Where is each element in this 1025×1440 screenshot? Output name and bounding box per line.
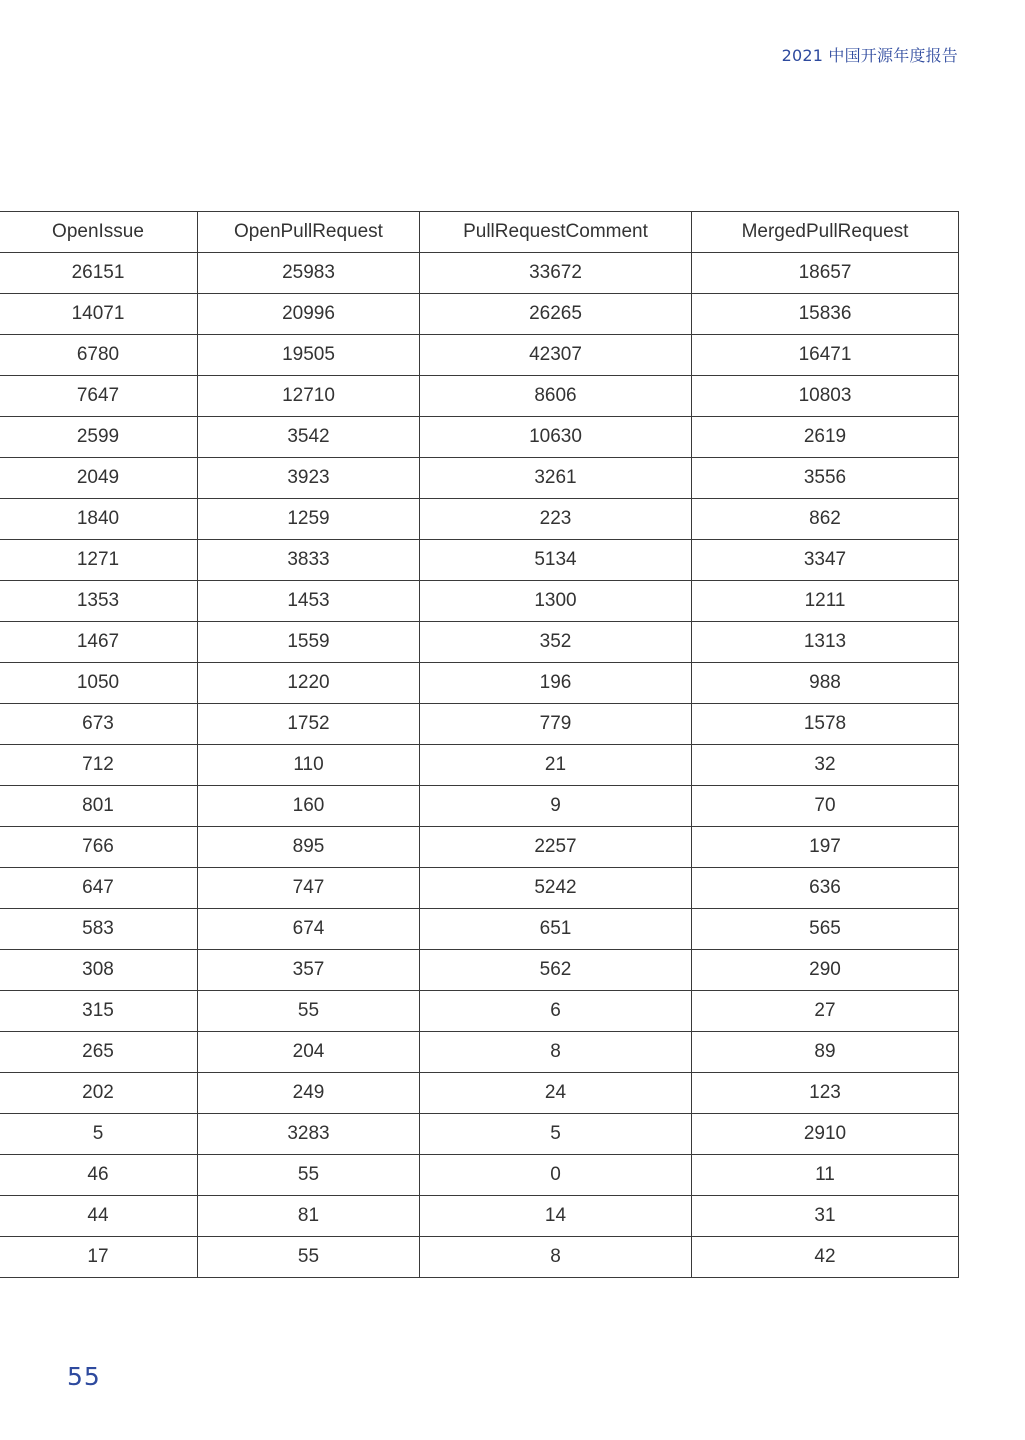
table-cell: 81 [198, 1196, 420, 1237]
table-cell: 25983 [198, 253, 420, 294]
table-cell: 651 [420, 909, 692, 950]
table-body [0, 253, 959, 1278]
table-cell: 24 [420, 1073, 692, 1114]
table-cell: 160 [198, 786, 420, 827]
table-cell: 1559 [198, 622, 420, 663]
table-cell: 562 [420, 950, 692, 991]
column-header-pull-request-comment: PullRequestComment [420, 212, 692, 253]
table-row [0, 745, 959, 786]
table-cell: 1211 [692, 581, 959, 622]
table-cell: 204 [198, 1032, 420, 1073]
table-row [0, 581, 959, 622]
column-header-merged-pull-request: MergedPullRequest [692, 212, 959, 253]
table-cell: 352 [420, 622, 692, 663]
table-cell: 3347 [692, 540, 959, 581]
table-row [0, 1155, 959, 1196]
table-cell: 766 [0, 827, 198, 868]
table-row [0, 991, 959, 1032]
table-cell: 55 [198, 1155, 420, 1196]
table-cell: 123 [692, 1073, 959, 1114]
table-cell: 17 [0, 1237, 198, 1278]
table-cell: 1578 [692, 704, 959, 745]
table-cell: 2049 [0, 458, 198, 499]
table-cell: 6780 [0, 335, 198, 376]
table-cell: 636 [692, 868, 959, 909]
table-cell: 2910 [692, 1114, 959, 1155]
table-cell: 55 [198, 991, 420, 1032]
table-cell: 647 [0, 868, 198, 909]
table-row [0, 827, 959, 868]
table-cell: 249 [198, 1073, 420, 1114]
table-cell: 33672 [420, 253, 692, 294]
table-cell: 8606 [420, 376, 692, 417]
table-cell: 15836 [692, 294, 959, 335]
table-cell: 3556 [692, 458, 959, 499]
table-cell: 315 [0, 991, 198, 1032]
table-row [0, 253, 959, 294]
table-cell: 202 [0, 1073, 198, 1114]
table-cell: 32 [692, 745, 959, 786]
metrics-table [0, 211, 959, 1278]
table-cell: 5 [420, 1114, 692, 1155]
table-cell: 27 [692, 991, 959, 1032]
table-row [0, 335, 959, 376]
table-cell: 1467 [0, 622, 198, 663]
table-cell: 2599 [0, 417, 198, 458]
table-cell: 2257 [420, 827, 692, 868]
table-cell: 1453 [198, 581, 420, 622]
table-row [0, 540, 959, 581]
table-cell: 988 [692, 663, 959, 704]
table-cell: 55 [198, 1237, 420, 1278]
table-row [0, 1237, 959, 1278]
table-cell: 3283 [198, 1114, 420, 1155]
table-cell: 12710 [198, 376, 420, 417]
table-row [0, 1196, 959, 1237]
table-cell: 1259 [198, 499, 420, 540]
table-row [0, 499, 959, 540]
table-row [0, 786, 959, 827]
table-cell: 1353 [0, 581, 198, 622]
table-cell: 747 [198, 868, 420, 909]
table-cell: 2619 [692, 417, 959, 458]
table-cell: 110 [198, 745, 420, 786]
table-row [0, 294, 959, 335]
table-cell: 1752 [198, 704, 420, 745]
table-cell: 1300 [420, 581, 692, 622]
table-row [0, 458, 959, 499]
table-cell: 3261 [420, 458, 692, 499]
table-cell: 223 [420, 499, 692, 540]
table-cell: 583 [0, 909, 198, 950]
table-cell: 565 [692, 909, 959, 950]
table-row [0, 950, 959, 991]
table-row [0, 704, 959, 745]
page-number: 55 [67, 1362, 101, 1391]
table-cell: 197 [692, 827, 959, 868]
table-cell: 290 [692, 950, 959, 991]
table-cell: 89 [692, 1032, 959, 1073]
table-cell: 16471 [692, 335, 959, 376]
table-cell: 5 [0, 1114, 198, 1155]
table-cell: 779 [420, 704, 692, 745]
table-cell: 1050 [0, 663, 198, 704]
table-row [0, 622, 959, 663]
table-cell: 19505 [198, 335, 420, 376]
table-cell: 712 [0, 745, 198, 786]
table-cell: 674 [198, 909, 420, 950]
table-cell: 21 [420, 745, 692, 786]
table-row [0, 1032, 959, 1073]
table-row [0, 417, 959, 458]
table-header-row [0, 212, 959, 253]
table-cell: 42 [692, 1237, 959, 1278]
table-cell: 1220 [198, 663, 420, 704]
table-cell: 3833 [198, 540, 420, 581]
table-cell: 1271 [0, 540, 198, 581]
table-cell: 10630 [420, 417, 692, 458]
table-cell: 357 [198, 950, 420, 991]
report-header-title: 2021 中国开源年度报告 [781, 46, 958, 65]
table-row [0, 1073, 959, 1114]
table-cell: 46 [0, 1155, 198, 1196]
column-header-open-issue: OpenIssue [0, 212, 198, 253]
table-row [0, 1114, 959, 1155]
table-cell: 44 [0, 1196, 198, 1237]
table-cell: 1313 [692, 622, 959, 663]
table-cell: 862 [692, 499, 959, 540]
table-row [0, 868, 959, 909]
table-cell: 42307 [420, 335, 692, 376]
table-cell: 14071 [0, 294, 198, 335]
table-cell: 6 [420, 991, 692, 1032]
table-cell: 8 [420, 1032, 692, 1073]
table-cell: 265 [0, 1032, 198, 1073]
table-cell: 10803 [692, 376, 959, 417]
table-cell: 9 [420, 786, 692, 827]
table-cell: 31 [692, 1196, 959, 1237]
table-cell: 1840 [0, 499, 198, 540]
table-cell: 26265 [420, 294, 692, 335]
table-cell: 308 [0, 950, 198, 991]
table-cell: 801 [0, 786, 198, 827]
table-cell: 7647 [0, 376, 198, 417]
table-cell: 673 [0, 704, 198, 745]
table-cell: 0 [420, 1155, 692, 1196]
table-cell: 8 [420, 1237, 692, 1278]
column-header-open-pull-request: OpenPullRequest [198, 212, 420, 253]
table-cell: 3542 [198, 417, 420, 458]
table-cell: 895 [198, 827, 420, 868]
table-row [0, 663, 959, 704]
table-cell: 18657 [692, 253, 959, 294]
table-row [0, 376, 959, 417]
table-cell: 5242 [420, 868, 692, 909]
table-cell: 11 [692, 1155, 959, 1196]
table-cell: 5134 [420, 540, 692, 581]
table-cell: 20996 [198, 294, 420, 335]
table-cell: 14 [420, 1196, 692, 1237]
table-row [0, 909, 959, 950]
table-cell: 3923 [198, 458, 420, 499]
table-cell: 26151 [0, 253, 198, 294]
table-cell: 196 [420, 663, 692, 704]
table-cell: 70 [692, 786, 959, 827]
